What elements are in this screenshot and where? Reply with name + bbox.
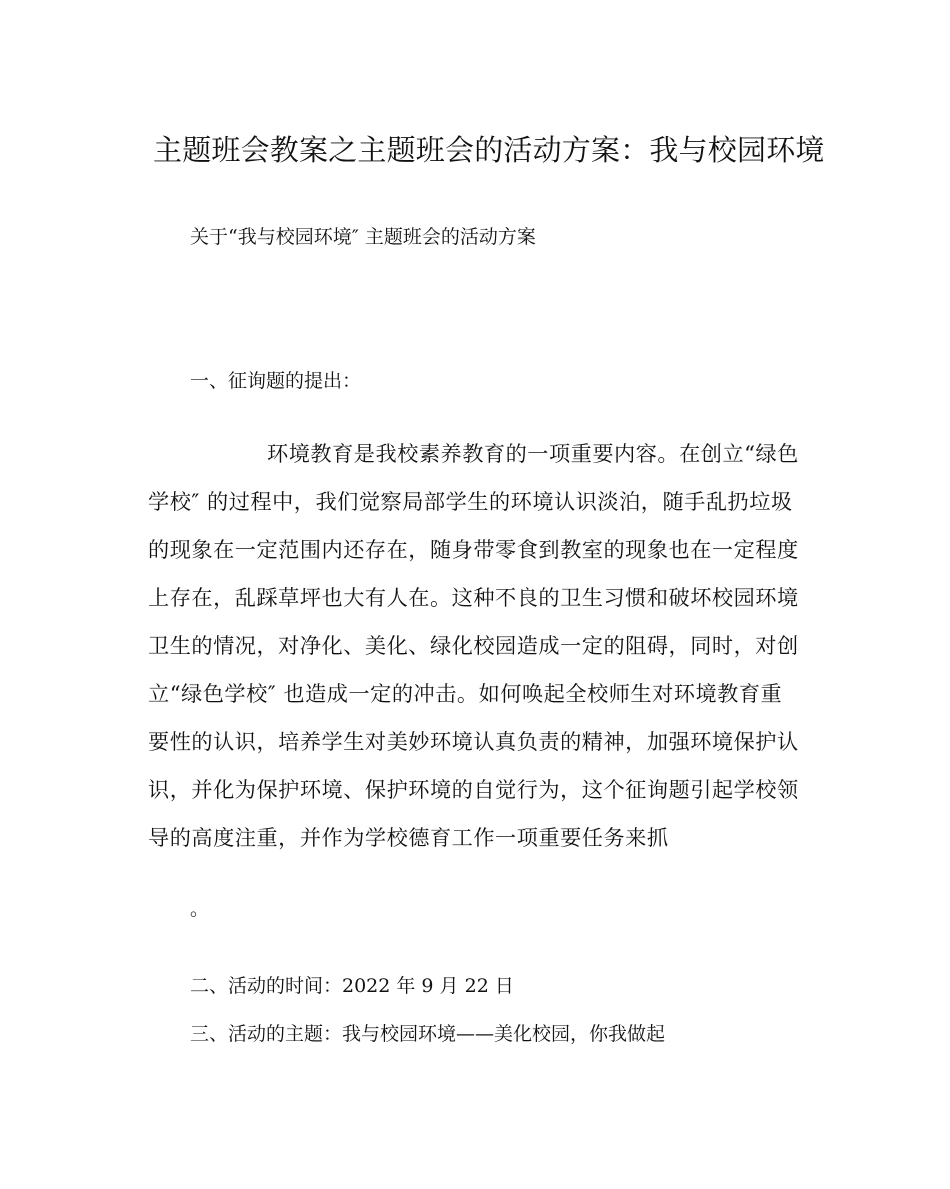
- paragraph-line: 立“绿色学校″ 也造成一定的冲击。如何唤起全校师生对环境教育重: [148, 681, 783, 706]
- section-2-heading: 二、活动的时间：2022 年 9 月 22 日: [190, 975, 514, 997]
- document-title: 主题班会教案之主题班会的活动方案：我与校园环境: [153, 133, 825, 167]
- paragraph-line: 识，并化为保护环境、保护环境的自觉行为，这个征询题引起学校领: [148, 777, 799, 802]
- paragraph-line: 学校″ 的过程中，我们觉察局部学生的环境认识淡泊，随手乱扔垃圾: [148, 489, 793, 514]
- paragraph-line: 上存在，乱踩草坪也大有人在。这种不良的卫生习惯和破坏校园环境: [148, 585, 799, 610]
- trailing-period: 。: [190, 898, 210, 920]
- paragraph-line: 的现象在一定范围内还存在，随身带零食到教室的现象也在一定程度: [148, 537, 799, 562]
- paragraph-line: 卫生的情况，对净化、美化、绿化校园造成一定的阻碍，同时，对创: [148, 633, 799, 658]
- document-subtitle: 关于“我与校园环境″ 主题班会的活动方案: [190, 226, 536, 248]
- section-1-heading: 一、征询题的提出：: [190, 370, 362, 392]
- paragraph-line: 环境教育是我校素养教育的一项重要内容。在创立“绿色: [267, 441, 799, 466]
- paragraph-line: 要性的认识，培养学生对美妙环境认真负责的精神，加强环境保护认: [148, 729, 799, 754]
- paragraph-line: 导的高度注重，并作为学校德育工作一项重要任务来抓: [148, 825, 669, 850]
- section-3-heading: 三、活动的主题：我与校园环境——美化校园，你我做起: [190, 1023, 666, 1045]
